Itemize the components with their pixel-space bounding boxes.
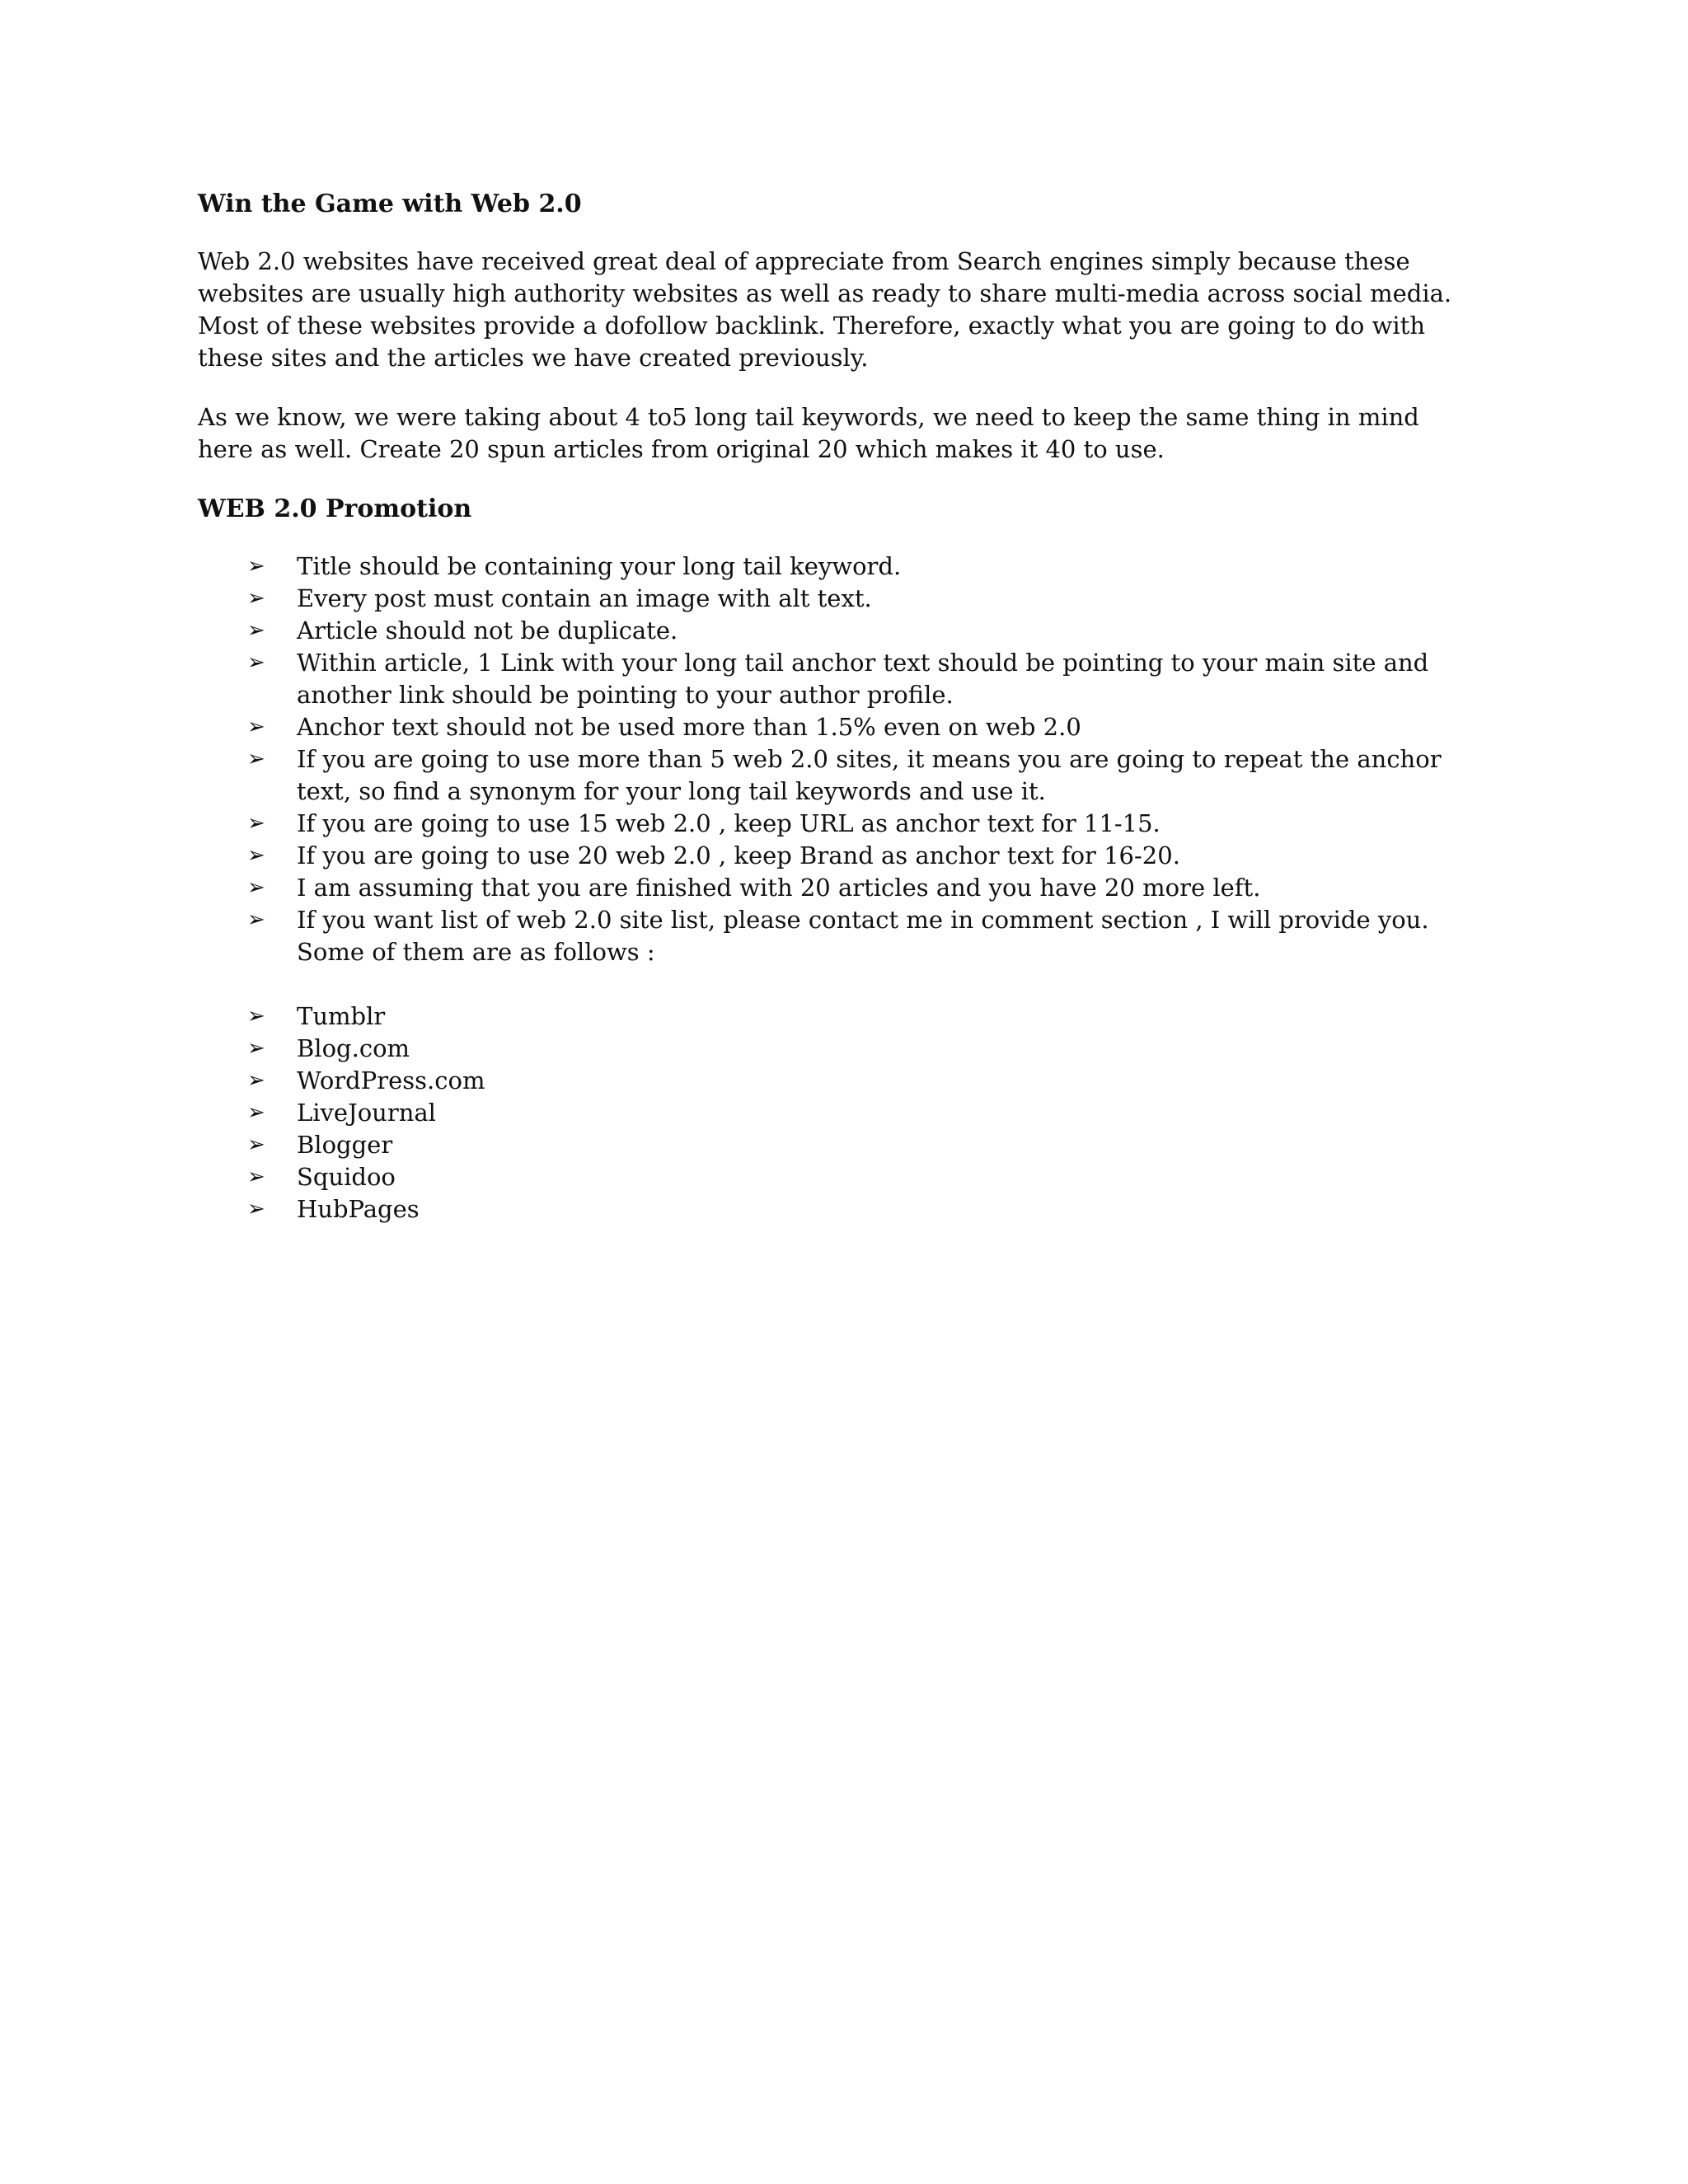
arrow-bullet-icon: ➢	[247, 811, 265, 836]
arrow-bullet-icon: ➢	[247, 554, 265, 579]
arrow-bullet-icon: ➢	[247, 715, 265, 739]
keywords-paragraph: As we know, we were taking about 4 to5 long tail keywords, we need to keep the same thing in mind here as well. Create 20 spun articles from original 20 which makes it 40 to use.	[198, 403, 1419, 463]
intro-paragraph: Web 2.0 websites have received great deal of appreciate from Search engines simply because these websites are usually high authority websites as well as ready to share multi-media across social media. Most of these websites provide a dofollow backlink. Therefore, exactly what you are going to do with these sites and the articles we have created previously.	[198, 247, 1452, 372]
arrow-bullet-icon: ➢	[247, 875, 265, 900]
list-item: ➢ Title should be containing your long tail keyword.	[198, 551, 1467, 583]
list-item: ➢ WordPress.com	[198, 1065, 1467, 1097]
arrow-bullet-icon: ➢	[247, 1165, 265, 1189]
promotion-tips-list	[198, 551, 1467, 968]
list-item: ➢ If you are going to use 15 web 2.0 , keep URL as anchor text for 11-15.	[198, 808, 1467, 840]
arrow-bullet-icon: ➢	[247, 1132, 265, 1157]
list-item: ➢ Blog.com	[198, 1033, 1467, 1065]
list-item: ➢ Anchor text should not be used more than 1.5% even on web 2.0	[198, 711, 1467, 743]
list-item: ➢ I am assuming that you are finished with 20 articles and you have 20 more left.	[198, 872, 1467, 904]
arrow-bullet-icon: ➢	[247, 1004, 265, 1029]
arrow-bullet-icon: ➢	[247, 843, 265, 868]
list-item: ➢ Within article, 1 Link with your long tail anchor text should be pointing to your main site and another link should be pointing to your author profile.	[247, 649, 1429, 709]
arrow-bullet-icon: ➢	[247, 1197, 265, 1221]
list-item: ➢ LiveJournal	[198, 1097, 1467, 1129]
web2-sites-list	[198, 1001, 1467, 1226]
section-heading: WEB 2.0 Promotion	[198, 494, 472, 523]
list-item: ➢ Tumblr	[198, 1001, 1467, 1033]
arrow-bullet-icon: ➢	[247, 907, 265, 932]
document-title: Win the Game with Web 2.0	[198, 190, 582, 218]
arrow-bullet-icon: ➢	[247, 1036, 265, 1061]
list-item: ➢ Every post must contain an image with alt text.	[198, 583, 1467, 615]
arrow-bullet-icon: ➢	[247, 618, 265, 643]
list-item: ➢ If you want list of web 2.0 site list, please contact me in comment section , I will provide you. Some of them are as follows :	[247, 906, 1429, 966]
list-item: ➢ Blogger	[198, 1129, 1467, 1161]
arrow-bullet-icon: ➢	[247, 747, 265, 771]
list-item: ➢ Article should not be duplicate.	[198, 615, 1467, 647]
list-item: ➢ If you are going to use 20 web 2.0 , keep Brand as anchor text for 16-20.	[198, 840, 1467, 872]
arrow-bullet-icon: ➢	[247, 586, 265, 611]
list-item: ➢ HubPages	[198, 1193, 1467, 1226]
arrow-bullet-icon: ➢	[247, 1100, 265, 1125]
list-item: ➢ If you are going to use more than 5 web 2.0 sites, it means you are going to repeat the anchor text, so find a synonym for your long tail keywords and use it.	[247, 745, 1442, 805]
list-item: ➢ Squidoo	[198, 1161, 1467, 1193]
arrow-bullet-icon: ➢	[247, 650, 265, 675]
arrow-bullet-icon: ➢	[247, 1068, 265, 1093]
document-page	[198, 188, 1467, 1226]
